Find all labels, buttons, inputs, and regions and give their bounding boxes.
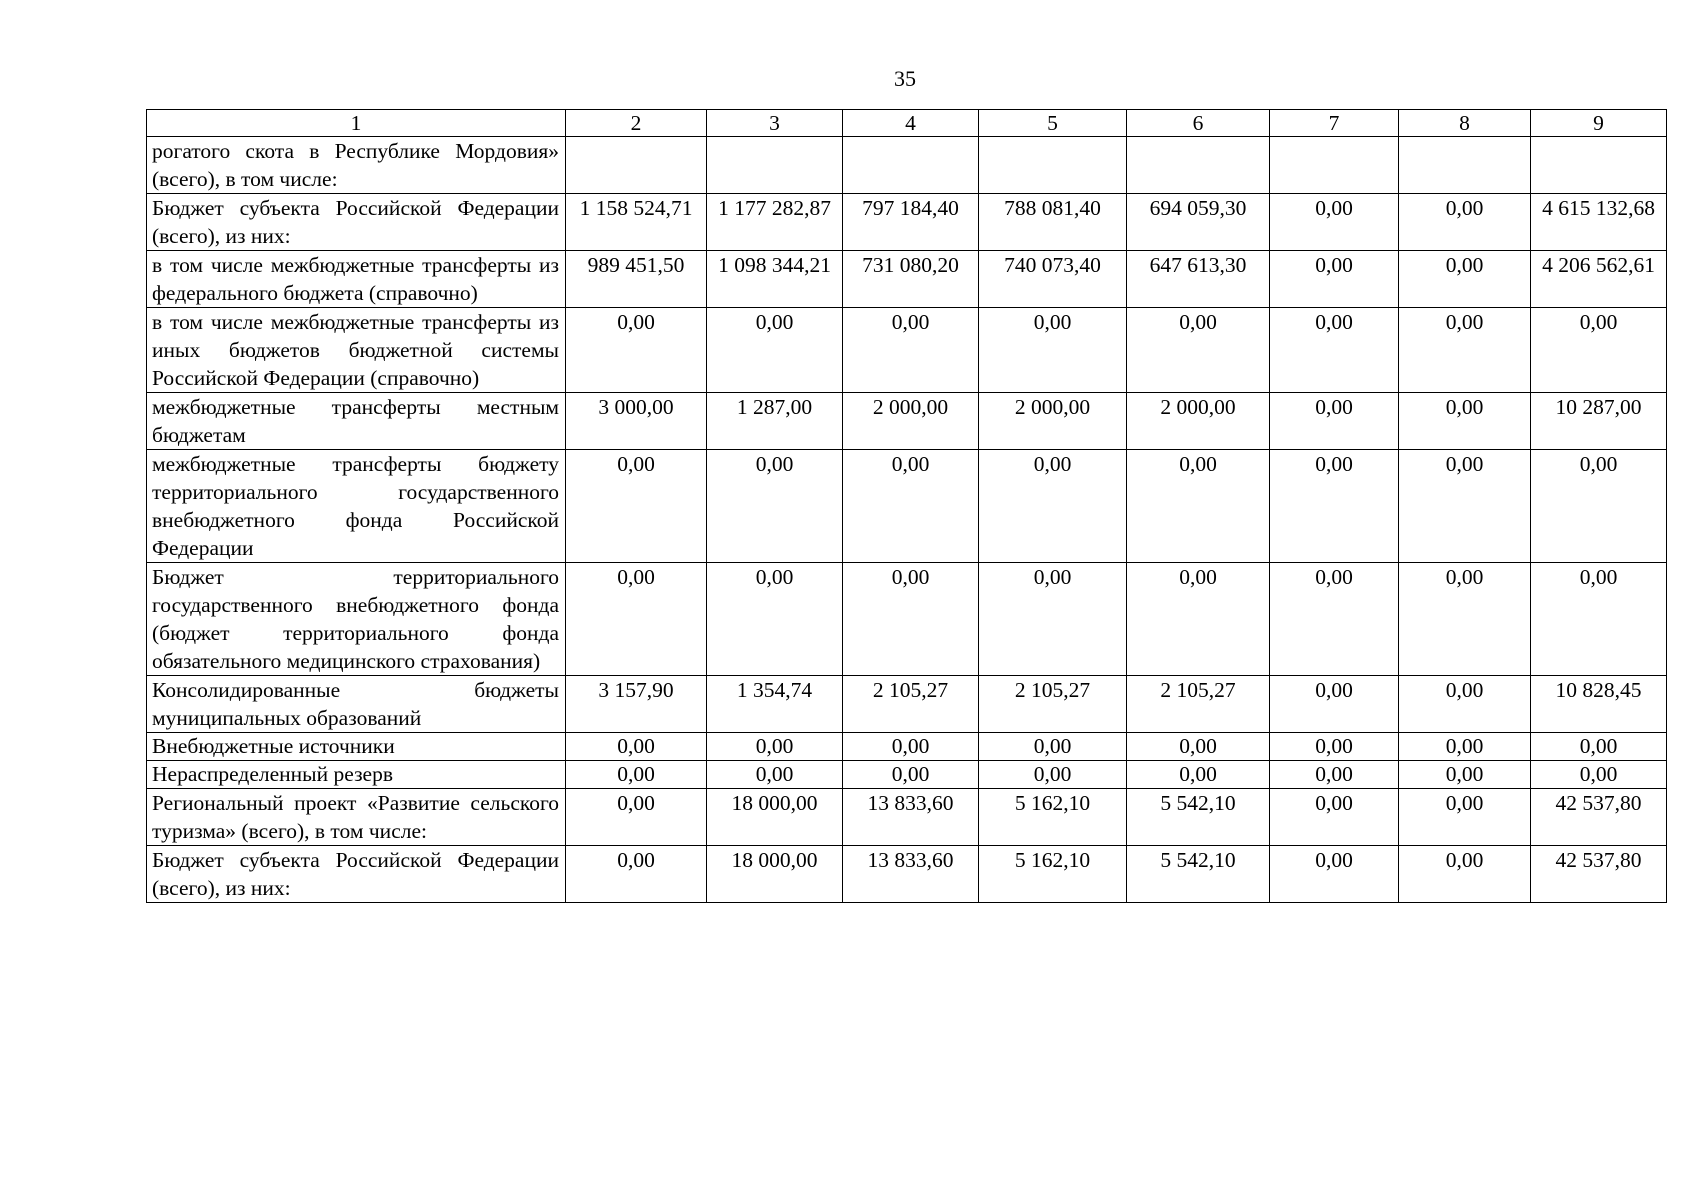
table-row	[147, 137, 1667, 194]
row-label: Бюджет субъекта Российской Федерации (всего), из них:	[147, 194, 566, 251]
value-cell: 2 105,27	[843, 676, 979, 733]
budget-table	[146, 109, 1667, 903]
value-cell: 0,00	[566, 789, 707, 846]
value-cell: 5 542,10	[1127, 789, 1270, 846]
value-cell: 0,00	[979, 733, 1127, 761]
value-cell: 0,00	[1127, 733, 1270, 761]
value-cell: 0,00	[707, 761, 843, 789]
value-cell: 0,00	[566, 733, 707, 761]
value-cell: 0,00	[1270, 450, 1399, 563]
value-cell: 18 000,00	[707, 789, 843, 846]
table-row	[147, 563, 1667, 676]
value-cell: 0,00	[1399, 761, 1531, 789]
value-cell	[566, 137, 707, 194]
value-cell: 0,00	[979, 308, 1127, 393]
value-cell: 0,00	[1270, 251, 1399, 308]
value-cell: 0,00	[1531, 308, 1667, 393]
value-cell: 18 000,00	[707, 846, 843, 903]
row-label: Бюджет территориального государственного внебюджетного фонда (бюджет территориального фонда обязательного медицинского страхования)	[147, 563, 566, 676]
row-label: межбюджетные трансферты местным бюджетам	[147, 393, 566, 450]
row-label: рогатого скота в Республике Мордовия» (всего), в том числе:	[147, 137, 566, 194]
value-cell	[1531, 137, 1667, 194]
value-cell: 0,00	[1270, 563, 1399, 676]
value-cell: 0,00	[1399, 563, 1531, 676]
value-cell: 0,00	[1270, 761, 1399, 789]
value-cell: 0,00	[707, 563, 843, 676]
value-cell: 0,00	[1270, 789, 1399, 846]
column-header: 4	[843, 110, 979, 137]
table-row	[147, 789, 1667, 846]
value-cell: 0,00	[1531, 733, 1667, 761]
column-header: 3	[707, 110, 843, 137]
value-cell: 694 059,30	[1127, 194, 1270, 251]
value-cell: 1 354,74	[707, 676, 843, 733]
value-cell: 0,00	[1399, 450, 1531, 563]
value-cell: 740 073,40	[979, 251, 1127, 308]
table-row	[147, 194, 1667, 251]
value-cell: 2 105,27	[979, 676, 1127, 733]
value-cell: 0,00	[843, 450, 979, 563]
value-cell: 0,00	[707, 308, 843, 393]
value-cell	[707, 137, 843, 194]
table-row	[147, 308, 1667, 393]
table-row	[147, 450, 1667, 563]
value-cell: 0,00	[843, 733, 979, 761]
value-cell: 2 000,00	[979, 393, 1127, 450]
value-cell: 731 080,20	[843, 251, 979, 308]
value-cell: 0,00	[1270, 733, 1399, 761]
value-cell: 788 081,40	[979, 194, 1127, 251]
value-cell: 0,00	[566, 761, 707, 789]
value-cell: 0,00	[1531, 450, 1667, 563]
value-cell: 5 162,10	[979, 846, 1127, 903]
value-cell: 4 615 132,68	[1531, 194, 1667, 251]
value-cell	[1270, 137, 1399, 194]
value-cell: 0,00	[566, 450, 707, 563]
value-cell: 0,00	[707, 450, 843, 563]
value-cell: 0,00	[1270, 308, 1399, 393]
value-cell: 0,00	[979, 761, 1127, 789]
value-cell: 10 828,45	[1531, 676, 1667, 733]
value-cell: 0,00	[1127, 450, 1270, 563]
value-cell: 1 177 282,87	[707, 194, 843, 251]
value-cell: 0,00	[1531, 563, 1667, 676]
header-row	[147, 110, 1667, 137]
row-label: Консолидированные бюджеты муниципальных образований	[147, 676, 566, 733]
table-row	[147, 733, 1667, 761]
value-cell: 0,00	[1399, 789, 1531, 846]
value-cell: 0,00	[843, 563, 979, 676]
value-cell: 0,00	[566, 563, 707, 676]
value-cell: 647 613,30	[1127, 251, 1270, 308]
value-cell: 0,00	[1127, 563, 1270, 676]
value-cell: 0,00	[1270, 676, 1399, 733]
value-cell: 0,00	[1399, 733, 1531, 761]
value-cell: 13 833,60	[843, 846, 979, 903]
value-cell	[1127, 137, 1270, 194]
column-header: 9	[1531, 110, 1667, 137]
value-cell: 0,00	[843, 761, 979, 789]
value-cell: 0,00	[566, 846, 707, 903]
column-header: 5	[979, 110, 1127, 137]
value-cell	[843, 137, 979, 194]
value-cell: 3 000,00	[566, 393, 707, 450]
column-header: 7	[1270, 110, 1399, 137]
column-header: 8	[1399, 110, 1531, 137]
value-cell: 0,00	[1399, 308, 1531, 393]
table-row	[147, 846, 1667, 903]
row-label: Бюджет субъекта Российской Федерации (всего), из них:	[147, 846, 566, 903]
value-cell: 0,00	[566, 308, 707, 393]
value-cell: 0,00	[1399, 194, 1531, 251]
value-cell: 0,00	[1399, 251, 1531, 308]
value-cell	[1399, 137, 1531, 194]
row-label: Внебюджетные источники	[147, 733, 566, 761]
value-cell: 0,00	[1270, 393, 1399, 450]
value-cell: 1 287,00	[707, 393, 843, 450]
value-cell: 989 451,50	[566, 251, 707, 308]
value-cell: 5 542,10	[1127, 846, 1270, 903]
value-cell: 10 287,00	[1531, 393, 1667, 450]
value-cell: 0,00	[1270, 194, 1399, 251]
value-cell: 0,00	[1270, 846, 1399, 903]
row-label: в том числе межбюджетные трансферты из федерального бюджета (справочно)	[147, 251, 566, 308]
value-cell: 3 157,90	[566, 676, 707, 733]
budget-table-body	[147, 110, 1667, 903]
row-label: межбюджетные трансферты бюджету территориального государственного внебюджетного фонда Российской Федерации	[147, 450, 566, 563]
value-cell: 42 537,80	[1531, 789, 1667, 846]
page-number: 35	[894, 66, 916, 91]
value-cell: 0,00	[1399, 846, 1531, 903]
value-cell: 0,00	[979, 563, 1127, 676]
value-cell: 2 000,00	[843, 393, 979, 450]
value-cell: 2 000,00	[1127, 393, 1270, 450]
value-cell: 2 105,27	[1127, 676, 1270, 733]
value-cell: 5 162,10	[979, 789, 1127, 846]
value-cell: 0,00	[843, 308, 979, 393]
value-cell: 42 537,80	[1531, 846, 1667, 903]
value-cell	[979, 137, 1127, 194]
column-header: 2	[566, 110, 707, 137]
table-row	[147, 761, 1667, 789]
value-cell: 0,00	[1531, 761, 1667, 789]
value-cell: 0,00	[707, 733, 843, 761]
value-cell: 1 158 524,71	[566, 194, 707, 251]
value-cell: 0,00	[1127, 761, 1270, 789]
row-label: в том числе межбюджетные трансферты из иных бюджетов бюджетной системы Российской Федерации (справочно)	[147, 308, 566, 393]
table-row	[147, 676, 1667, 733]
table-row	[147, 251, 1667, 308]
value-cell: 1 098 344,21	[707, 251, 843, 308]
value-cell: 4 206 562,61	[1531, 251, 1667, 308]
column-header: 1	[147, 110, 566, 137]
value-cell: 0,00	[1399, 393, 1531, 450]
column-header: 6	[1127, 110, 1270, 137]
row-label: Нераспределенный резерв	[147, 761, 566, 789]
table-row	[147, 393, 1667, 450]
value-cell: 13 833,60	[843, 789, 979, 846]
value-cell: 797 184,40	[843, 194, 979, 251]
value-cell: 0,00	[979, 450, 1127, 563]
value-cell: 0,00	[1127, 308, 1270, 393]
value-cell: 0,00	[1399, 676, 1531, 733]
row-label: Региональный проект «Развитие сельского туризма» (всего), в том числе:	[147, 789, 566, 846]
